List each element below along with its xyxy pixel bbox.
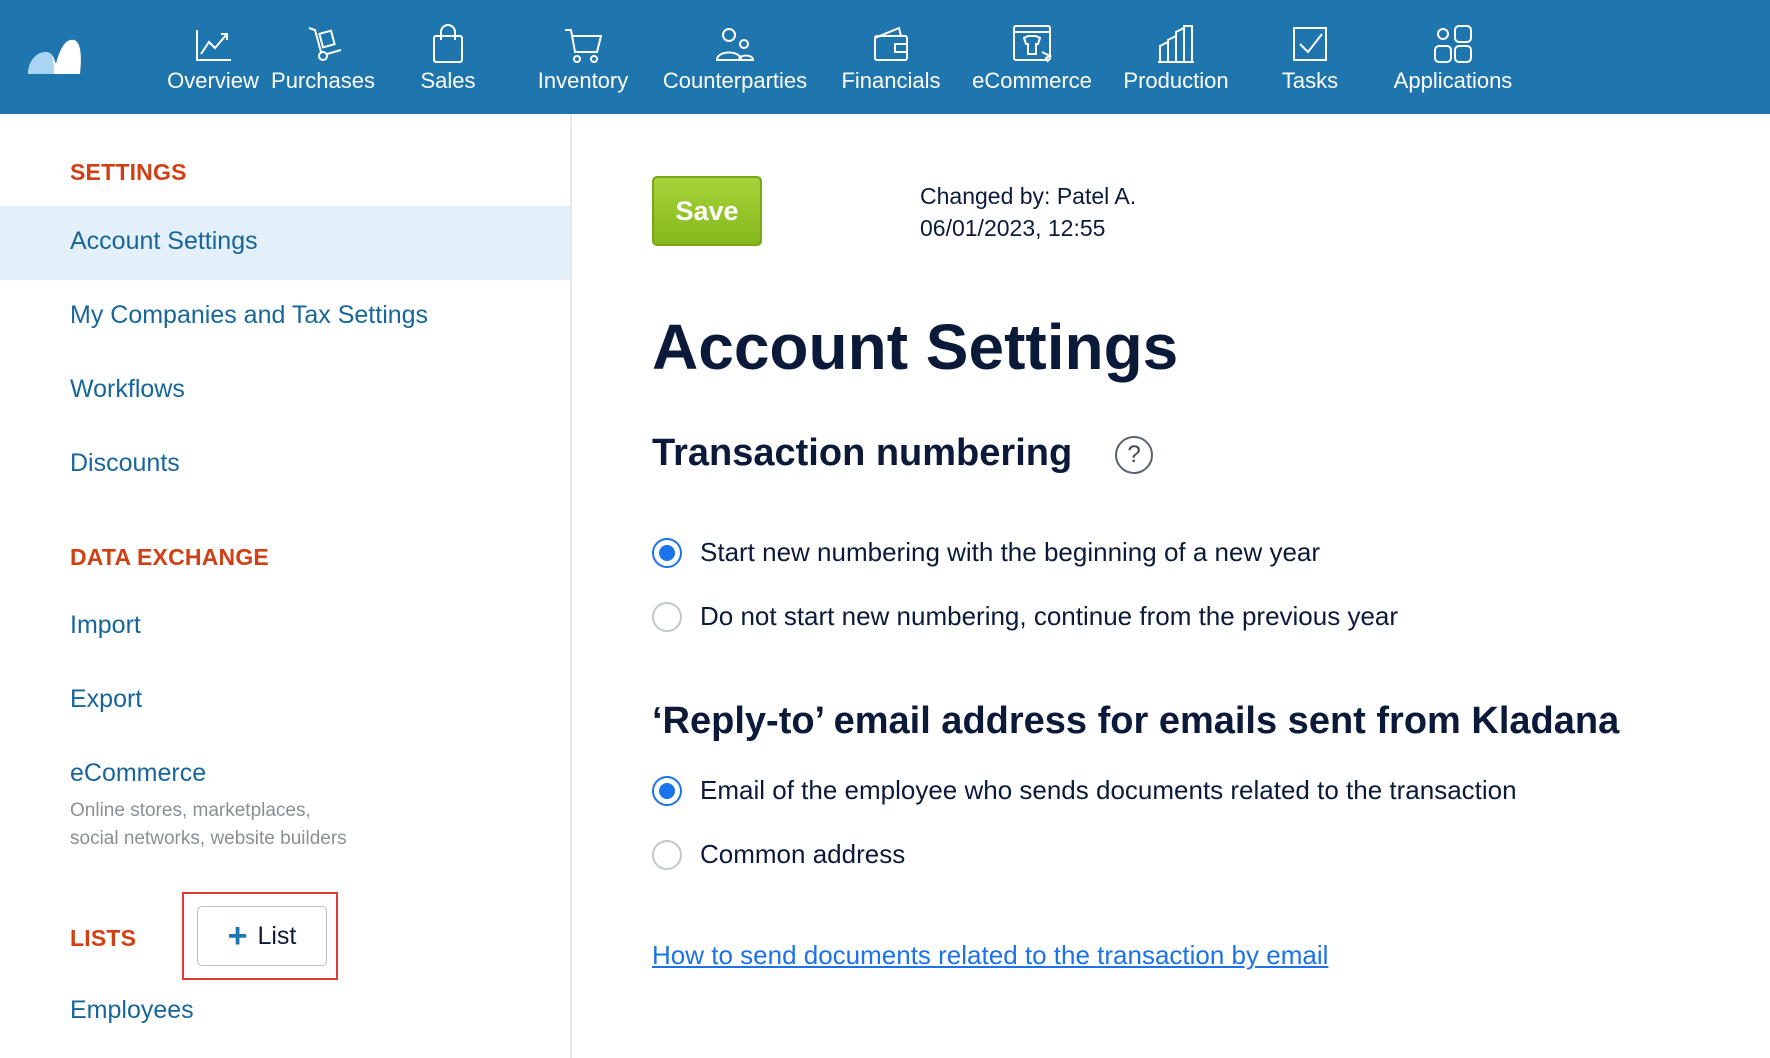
sidebar-item-employees[interactable]: Employees [70, 996, 194, 1024]
factory-icon [1154, 22, 1198, 66]
add-list-button[interactable] [197, 906, 327, 966]
main-content [572, 114, 1770, 1058]
radio-button-selected[interactable] [652, 538, 682, 568]
ecommerce-description-line-1: Online stores, marketplaces, [70, 800, 311, 821]
store-icon [1010, 22, 1054, 66]
reply-to-heading: ‘Reply-to’ email address for emails sent from Kladana [652, 700, 1620, 742]
transaction-numbering-heading: Transaction numbering [652, 432, 1073, 474]
change-info [920, 180, 1136, 244]
radio-label: Email of the employee who sends documents related to the transaction [700, 775, 1517, 805]
help-link-send-documents[interactable]: How to send documents related to the transaction by email [652, 940, 1329, 970]
nav-ecommerce[interactable]: eCommerce [972, 0, 1092, 114]
hand-truck-icon [301, 22, 345, 66]
section-title-lists: LISTS [70, 925, 137, 951]
nav-counterparties[interactable]: Counterparties [660, 0, 810, 114]
cart-icon [561, 22, 605, 66]
nav-applications[interactable]: Applications [1388, 0, 1518, 114]
shopping-bag-icon [426, 22, 470, 66]
apps-grid-icon [1431, 22, 1475, 66]
section-title-settings: SETTINGS [70, 159, 187, 185]
ecommerce-description-line-2: social networks, website builders [70, 828, 347, 849]
nav-tasks[interactable]: Tasks [1260, 0, 1360, 114]
radio-option-new-year[interactable] [652, 537, 1320, 568]
nav-financials[interactable]: Financials [836, 0, 946, 114]
changed-at: 06/01/2023, 12:55 [920, 215, 1106, 241]
add-list-label: List [257, 921, 297, 950]
radio-label: Common address [700, 839, 906, 869]
sidebar-item-import[interactable]: Import [70, 611, 141, 639]
top-navigation-bar [0, 0, 1770, 114]
nav-purchases[interactable]: Purchases [258, 0, 388, 114]
page-title: Account Settings [652, 311, 1179, 383]
radio-label: Do not start new numbering, continue from the previous year [700, 601, 1399, 631]
kladana-logo-icon[interactable] [26, 34, 82, 78]
radio-option-common-address[interactable] [652, 839, 905, 870]
radio-button[interactable] [652, 840, 682, 870]
radio-option-continue[interactable] [652, 601, 1398, 632]
section-title-data-exchange: DATA EXCHANGE [70, 544, 269, 570]
radio-option-employee-email[interactable] [652, 775, 1517, 806]
chart-line-icon [191, 22, 235, 66]
sidebar-item-discounts[interactable]: Discounts [70, 449, 180, 477]
nav-sales[interactable]: Sales [398, 0, 498, 114]
sidebar-item-account-settings[interactable]: Account Settings [70, 227, 258, 255]
sidebar-item-ecommerce[interactable]: eCommerce [70, 759, 207, 787]
nav-production[interactable]: Production [1116, 0, 1236, 114]
sidebar-item-workflows[interactable]: Workflows [70, 375, 185, 403]
help-question-icon[interactable]: ? [1115, 436, 1153, 474]
wallet-icon [869, 22, 913, 66]
settings-sidebar [0, 114, 572, 1058]
people-icon [713, 22, 757, 66]
radio-button[interactable] [652, 602, 682, 632]
radio-button-selected[interactable] [652, 776, 682, 806]
save-button[interactable]: Save [652, 176, 762, 246]
sidebar-item-companies-tax[interactable]: My Companies and Tax Settings [70, 301, 429, 329]
nav-inventory[interactable]: Inventory [528, 0, 638, 114]
nav-overview[interactable]: Overview [158, 0, 268, 114]
sidebar-item-export[interactable]: Export [70, 685, 143, 713]
changed-by: Changed by: Patel A. [920, 183, 1137, 209]
checkbox-icon [1288, 22, 1332, 66]
plus-icon: + [227, 917, 248, 955]
radio-label: Start new numbering with the beginning of a new year [700, 537, 1321, 567]
